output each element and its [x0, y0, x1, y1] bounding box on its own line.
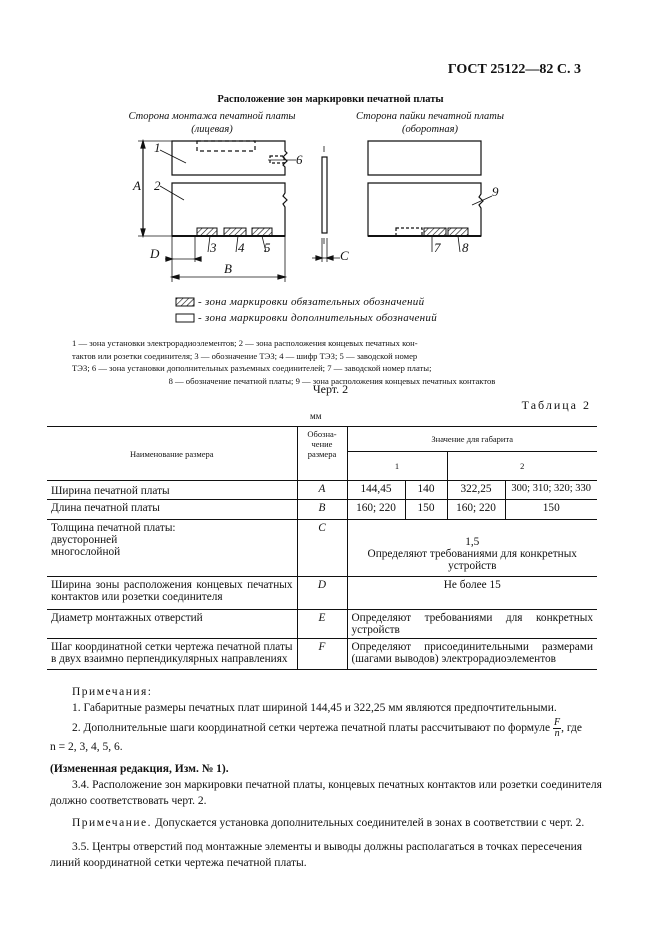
table-row: Диаметр монтажных отверстий E Определяют требованиями для конкретных устройств — [47, 610, 597, 639]
paragraph-3-4: 3.4. Расположение зон маркировки печатной платы, концевых печатных контактов или розетки соединителя должно соответствовать черт. 2. — [50, 779, 602, 807]
left-caption-2: (лицевая) — [191, 124, 233, 135]
label-2: 2 — [154, 178, 161, 193]
label-8: 8 — [462, 240, 469, 255]
label-1: 1 — [154, 140, 161, 155]
page-header: ГОСТ 25122—82 С. 3 — [447, 62, 581, 77]
note-2-text: 2. Дополнительные шаги координатной сетки чертежа печатной платы рассчитывают по формуле — [72, 722, 551, 735]
pcb-marking-diagram — [0, 0, 661, 340]
table-units: мм — [310, 411, 322, 421]
header-symbol: Обозна- чение размера — [297, 427, 347, 481]
formula-fraction: $\frac{F}{n}$ — [554, 717, 561, 739]
legend-plain-text: - зона маркировки дополнительных обозначений — [198, 312, 438, 324]
figure-number: Черт. 2 — [312, 382, 349, 396]
right-board-top — [368, 141, 481, 175]
header-value: Значение для габарита — [347, 427, 597, 452]
zone-4-hatched — [224, 228, 246, 236]
right-caption-1: Сторона пайки печатной платы — [356, 111, 504, 122]
note-1: 1. Габаритные размеры печатных плат шириной 144,45 и 322,25 мм являются предпочтительными. — [72, 702, 557, 714]
edited-mark: (Измененная редакция, Изм. № 1). — [50, 763, 229, 775]
left-caption-1: Сторона монтажа печатной платы — [128, 111, 296, 122]
table-label: Таблица 2 — [521, 398, 591, 412]
figure-note-line: тактов или розетки соединителя; 3 — обозначение ТЭЗ; 4 — шифр ТЭЗ; 5 — заводской номер — [72, 350, 418, 361]
table-row: Ширина зоны расположения концевых печатных контактов или розетки соединителя D Не более 15 — [47, 577, 597, 610]
paragraph-3-5: 3.5. Центры отверстий под монтажные элементы и выводы должны располагаться в точках пересечения линий координатной сетки чертежа печатной платы. — [50, 841, 583, 869]
figure-notes — [72, 337, 592, 387]
header-name: Наименование размера — [47, 427, 297, 481]
figure-note-line: ТЭЗ; 6 — зона установки дополнительных разъемных соединителей; 7 — заводской номер платы; — [72, 363, 432, 373]
legend-hatched-text: - зона маркировки обязательных обозначений — [198, 296, 425, 308]
note-2-values: n = 2, 3, 4, 5, 6. — [50, 741, 123, 753]
zone-6-dashed — [197, 141, 255, 151]
label-3: 3 — [210, 240, 217, 255]
size-table — [47, 426, 597, 670]
label-9: 9 — [492, 184, 499, 199]
legend-hatched-swatch — [176, 298, 194, 306]
dim-label-c: C — [340, 248, 349, 263]
label-7: 7 — [434, 240, 441, 255]
table-row: Шаг координатной сетки чертежа печатной платы в двух взаимно перпендикулярных направлениях F Определяют присоединительными размерами (шагами выводов) электрорадиоэлементов — [47, 639, 597, 670]
dim-label-b: B — [224, 261, 232, 276]
label-6: 6 — [296, 152, 303, 167]
right-caption-2: (оборотная) — [402, 124, 458, 135]
board-edge-profile — [322, 157, 327, 233]
header-gabarit-1: 1 — [347, 452, 447, 481]
header-gabarit-2: 2 — [447, 452, 597, 481]
figure-note-line: 1 — зона установки электрорадиоэлементов; 2 — зона расположения концевых печатных кон- — [72, 338, 418, 348]
legend-plain-swatch — [176, 314, 194, 322]
figure-title: Расположение зон маркировки печатной платы — [217, 94, 444, 105]
dim-label-a: A — [133, 178, 141, 193]
dim-label-d: D — [150, 246, 160, 261]
zone-3-hatched — [197, 228, 217, 236]
zone-5-hatched — [252, 228, 272, 236]
table-row: Ширина печатной платы A 144,45 140 322,25 300; 310; 320; 330 — [47, 481, 597, 500]
notes-block — [50, 684, 602, 871]
label-5: 5 — [264, 240, 271, 255]
figure-note-line: 8 — обозначение печатной платы; 9 — зона расположения концевых печатных контактов — [168, 375, 496, 386]
note-2: 2. Дополнительные шаги координатной сетки чертежа печатной платы рассчитывают по формуле $\frac{F}{n}$ , где — [72, 717, 582, 739]
zone-7-hatched — [424, 228, 446, 236]
right-dashed-zone — [396, 228, 422, 236]
label-4: 4 — [238, 240, 245, 255]
paragraph-note: Примечание. Допускается установка дополнительных соединителей в зонах в соответствии с черт. 2. — [72, 817, 585, 829]
table-row: Длина печатной платы B 160; 220 150 160; 220 150 — [47, 500, 597, 520]
zone-8-hatched — [448, 228, 468, 236]
notes-heading: Примечания: — [72, 686, 153, 698]
table-row: Толщина печатной платы: двусторонней многослойной C 1,5 Определяют требованиями для конкретных устройств — [47, 520, 597, 577]
